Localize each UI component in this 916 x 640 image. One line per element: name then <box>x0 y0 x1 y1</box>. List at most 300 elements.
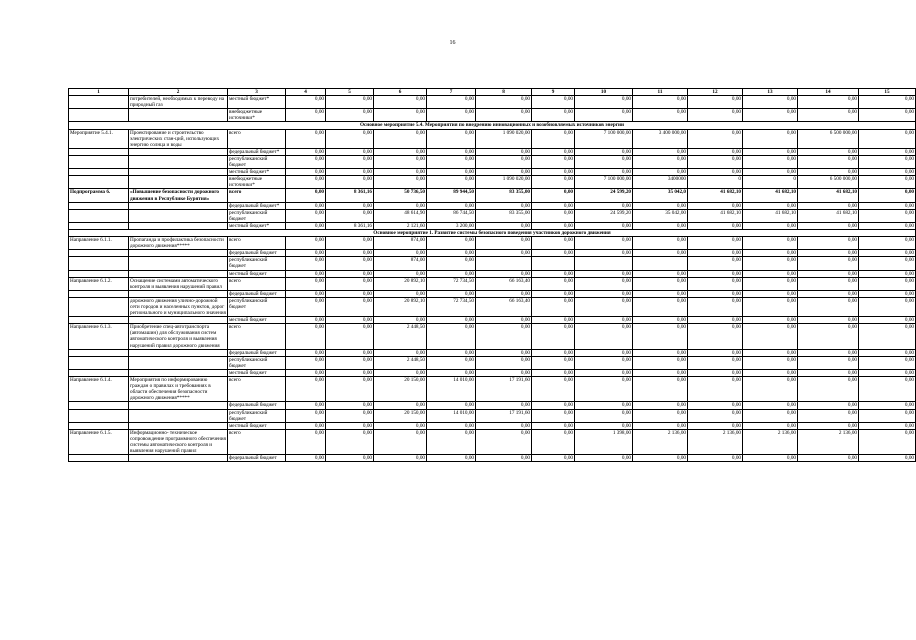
amount-cell: 41 682,10 <box>743 209 798 222</box>
item-description <box>129 109 228 122</box>
amount-cell: 0,00 <box>575 250 633 257</box>
amount-cell: 14 010,00 <box>427 409 476 422</box>
funding-source: местный бюджет <box>228 369 286 376</box>
amount-cell: 0,00 <box>859 250 916 257</box>
amount-cell: 86 744,50 <box>427 209 476 222</box>
amount-cell: 0,00 <box>743 109 798 122</box>
amount-cell: 72 734,50 <box>427 277 476 290</box>
item-code <box>69 422 129 429</box>
amount-cell: 0,00 <box>798 155 859 168</box>
item-description: Мероприятия по информированию граждан о правилах и требованиях в области обеспечения безопасности дорожного движения***** <box>129 377 228 402</box>
amount-cell: 0,00 <box>286 148 326 155</box>
amount-cell: 0,00 <box>326 369 374 376</box>
amount-cell: 0,00 <box>326 377 374 402</box>
amount-cell: 0,00 <box>476 237 532 250</box>
amount-cell: 0,00 <box>532 109 575 122</box>
item-description <box>129 356 228 369</box>
funding-source: внебюджетные источники* <box>228 109 286 122</box>
amount-cell: 0,00 <box>532 377 575 402</box>
header-cell: 11 <box>633 89 688 96</box>
amount-cell: 0,00 <box>743 257 798 270</box>
amount-cell: 0,00 <box>743 455 798 462</box>
amount-cell: 0,00 <box>633 377 688 402</box>
funding-source: всего <box>228 324 286 349</box>
amount-cell: 0,00 <box>532 317 575 324</box>
amount-cell: 0,00 <box>286 349 326 356</box>
amount-cell: 0,00 <box>532 409 575 422</box>
item-code: Направление 6.1.3. <box>69 324 129 349</box>
amount-cell: 0,00 <box>798 369 859 376</box>
amount-cell: 0,00 <box>532 455 575 462</box>
amount-cell: 0,00 <box>532 96 575 109</box>
amount-cell: 83 355,00 <box>476 189 532 202</box>
amount-cell: 0,00 <box>532 169 575 176</box>
amount-cell: 0,00 <box>374 402 427 409</box>
item-description <box>129 202 228 209</box>
amount-cell: 0,00 <box>326 257 374 270</box>
amount-cell: 0,00 <box>532 129 575 148</box>
table-row <box>69 290 916 297</box>
amount-cell: 0,00 <box>688 317 743 324</box>
amount-cell: 0,00 <box>859 349 916 356</box>
item-description: Приобретение спец-автотранспорта (автомашин) для обслуживания систем автоматического контроля и выявления нарушений правил дорожного движения <box>129 324 228 349</box>
amount-cell: 0,00 <box>743 297 798 316</box>
amount-cell: 0,00 <box>286 402 326 409</box>
amount-cell: 0,00 <box>575 409 633 422</box>
amount-cell: 0,00 <box>286 129 326 148</box>
funding-source: всего <box>228 189 286 202</box>
table-row <box>69 109 916 122</box>
amount-cell: 0,00 <box>326 356 374 369</box>
amount-cell <box>476 257 532 270</box>
item-code <box>69 250 129 257</box>
amount-cell: 3400000 <box>633 176 688 189</box>
amount-cell: 0 <box>688 176 743 189</box>
amount-cell: 0,00 <box>688 222 743 229</box>
amount-cell: 0,00 <box>633 169 688 176</box>
amount-cell: 0,00 <box>427 129 476 148</box>
amount-cell: 0,00 <box>859 277 916 290</box>
amount-cell: 0,00 <box>286 109 326 122</box>
amount-cell: 0,00 <box>743 409 798 422</box>
amount-cell: 0,00 <box>427 324 476 349</box>
amount-cell: 0,00 <box>286 324 326 349</box>
amount-cell: 0,00 <box>575 324 633 349</box>
table-row <box>69 129 916 148</box>
amount-cell: 0,00 <box>326 209 374 222</box>
amount-cell: 0,00 <box>688 96 743 109</box>
amount-cell: 0,00 <box>798 317 859 324</box>
amount-cell: 0,00 <box>326 237 374 250</box>
amount-cell: 0,00 <box>374 202 427 209</box>
amount-cell: 0,00 <box>798 96 859 109</box>
amount-cell: 3 200,00 <box>427 222 476 229</box>
amount-cell: 0,00 <box>326 409 374 422</box>
amount-cell: 0,00 <box>743 356 798 369</box>
amount-cell: 0,00 <box>532 369 575 376</box>
amount-cell: 41 682,10 <box>798 209 859 222</box>
amount-cell: 0,00 <box>859 148 916 155</box>
item-code <box>69 270 129 277</box>
amount-cell: 0,00 <box>633 277 688 290</box>
amount-cell: 0,00 <box>798 455 859 462</box>
amount-cell: 0,00 <box>532 290 575 297</box>
section-heading: Основное мероприятие 5.4. Мероприятия по внедрению инновационных и возобновляемых источников энергии <box>69 122 916 129</box>
amount-cell <box>575 257 633 270</box>
item-code: Мероприятие 5.4.1. <box>69 129 129 148</box>
header-cell: 5 <box>326 89 374 96</box>
amount-cell: 0,00 <box>575 356 633 369</box>
header-cell: 3 <box>228 89 286 96</box>
amount-cell: 0,00 <box>859 129 916 148</box>
funding-source: республиканский бюджет <box>228 209 286 222</box>
table-row <box>69 257 916 270</box>
budget-table <box>68 88 916 462</box>
amount-cell: 0,00 <box>575 169 633 176</box>
amount-cell: 0,00 <box>326 277 374 290</box>
item-description <box>129 176 228 189</box>
amount-cell: 0,00 <box>532 324 575 349</box>
item-description: Оснащение системами автоматического контроля и выявления нарушений правил <box>129 277 228 290</box>
amount-cell: 0,00 <box>633 290 688 297</box>
funding-source: федеральный бюджет <box>228 402 286 409</box>
amount-cell: 0,00 <box>427 349 476 356</box>
amount-cell: 0,00 <box>859 409 916 422</box>
amount-cell: 0,00 <box>427 96 476 109</box>
item-description: Информационно- техническое сопровождение программного обеспечения системы автоматического контроля и выявления нарушений правил <box>130 429 226 455</box>
amount-cell: 0,00 <box>859 422 916 429</box>
item-code <box>69 356 129 369</box>
amount-cell: 0,00 <box>427 250 476 257</box>
item-code <box>69 222 129 229</box>
amount-cell: 0,00 <box>859 369 916 376</box>
amount-cell: 0,00 <box>575 369 633 376</box>
table-row <box>69 369 916 376</box>
amount-cell: 0,00 <box>633 409 688 422</box>
amount-cell: 0,00 <box>326 297 374 316</box>
amount-cell: 0,00 <box>575 96 633 109</box>
amount-cell: 0,00 <box>326 155 374 168</box>
amount-cell: 0,00 <box>476 169 532 176</box>
amount-cell: 0,00 <box>427 148 476 155</box>
amount-cell: 0,00 <box>688 455 743 462</box>
amount-cell: 0,00 <box>633 402 688 409</box>
amount-cell: 7 100 000,00 <box>575 129 633 148</box>
amount-cell: 0,00 <box>743 169 798 176</box>
item-description <box>129 409 228 422</box>
amount-cell: 0,00 <box>798 402 859 409</box>
amount-cell: 0,00 <box>688 237 743 250</box>
item-description: «Повышение безопасности дорожного движения в Республике Бурятия» <box>129 189 228 202</box>
item-description <box>129 222 228 229</box>
amount-cell: 0,00 <box>286 455 326 462</box>
amount-cell: 0,00 <box>743 222 798 229</box>
table-row <box>69 222 916 229</box>
amount-cell: 0,00 <box>798 297 859 316</box>
item-description: потребителей, необходимых к переводу на природный газ <box>129 96 228 109</box>
table-row <box>69 349 916 356</box>
amount-cell: 35 042,00 <box>633 209 688 222</box>
section-heading-row <box>69 122 916 129</box>
amount-cell: 0,00 <box>532 297 575 316</box>
funding-source: республиканский бюджет <box>228 155 286 168</box>
item-code <box>69 297 129 316</box>
amount-cell: 0,00 <box>575 277 633 290</box>
amount-cell: 35 042,0 <box>633 189 688 202</box>
amount-cell: 0,00 <box>743 270 798 277</box>
header-cell: 4 <box>286 89 326 96</box>
amount-cell: 41 682,10 <box>743 189 798 202</box>
item-code <box>69 209 129 222</box>
table-row <box>69 189 916 202</box>
item-code <box>69 109 129 122</box>
amount-cell: 0,00 <box>743 96 798 109</box>
amount-cell: 0,00 <box>743 377 798 402</box>
header-cell: 12 <box>688 89 743 96</box>
amount-cell: 0,00 <box>476 290 532 297</box>
amount-cell: 83 355,00 <box>476 209 532 222</box>
amount-cell: 0,00 <box>688 129 743 148</box>
item-description <box>129 148 228 155</box>
amount-cell: 0,00 <box>286 277 326 290</box>
amount-cell: 0,00 <box>374 455 427 462</box>
amount-cell: 0,00 <box>633 317 688 324</box>
item-code <box>69 148 129 155</box>
amount-cell: 0,00 <box>286 189 326 202</box>
amount-cell: 0,00 <box>798 377 859 402</box>
table-row <box>69 209 916 222</box>
amount-cell: 0,00 <box>532 270 575 277</box>
funding-source: всего <box>228 277 286 290</box>
amount-cell: 41 682,10 <box>798 189 859 202</box>
amount-cell: 0,00 <box>532 250 575 257</box>
amount-cell: 0,00 <box>286 257 326 270</box>
item-code <box>69 455 129 462</box>
amount-cell <box>633 257 688 270</box>
amount-cell: 0,00 <box>286 356 326 369</box>
amount-cell: 0,00 <box>532 349 575 356</box>
table-row <box>69 356 916 369</box>
item-code: Направление 6.1.4. <box>69 377 129 402</box>
amount-cell: 20 150,00 <box>374 377 427 402</box>
item-code <box>69 169 129 176</box>
amount-cell: 2 136,00 <box>688 429 743 454</box>
amount-cell: 0,00 <box>476 270 532 277</box>
amount-cell: 0,00 <box>476 222 532 229</box>
amount-cell: 0,00 <box>859 169 916 176</box>
funding-source: федеральный бюджет <box>228 290 286 297</box>
amount-cell: 20 150,00 <box>374 409 427 422</box>
amount-cell: 0,00 <box>532 155 575 168</box>
amount-cell: 0,00 <box>326 169 374 176</box>
item-description <box>129 402 228 409</box>
amount-cell: 0,00 <box>532 429 575 454</box>
amount-cell: 0,00 <box>859 176 916 189</box>
amount-cell: 0,00 <box>374 429 427 454</box>
funding-source: внебюджетные источники* <box>228 176 286 189</box>
funding-source: местный бюджет <box>228 422 286 429</box>
amount-cell: 0,00 <box>476 324 532 349</box>
table-row <box>69 429 916 454</box>
amount-cell: 0,00 <box>798 409 859 422</box>
amount-cell: 0,00 <box>427 237 476 250</box>
item-description <box>129 317 228 324</box>
amount-cell: 0,00 <box>326 290 374 297</box>
amount-cell: 0,00 <box>688 377 743 402</box>
amount-cell: 0,00 <box>427 176 476 189</box>
amount-cell: 0,00 <box>688 109 743 122</box>
funding-source: республиканский бюджет <box>228 409 286 422</box>
funding-source: местный бюджет* <box>228 222 286 229</box>
amount-cell: 0,00 <box>743 349 798 356</box>
amount-cell: 0,00 <box>688 155 743 168</box>
amount-cell: 0,00 <box>286 297 326 316</box>
amount-cell: 0,00 <box>859 189 916 202</box>
funding-source: федеральный бюджет <box>228 455 286 462</box>
table-row <box>69 409 916 422</box>
amount-cell: 50 736,50 <box>374 189 427 202</box>
amount-cell: 0,00 <box>374 250 427 257</box>
funding-source: федеральный бюджет* <box>228 202 286 209</box>
section-heading: Основное мероприятие 1. Развитие системы безопасного поведения участников дорожного движения <box>69 229 916 236</box>
amount-cell: 0,00 <box>633 455 688 462</box>
amount-cell: 0,00 <box>374 290 427 297</box>
amount-cell: 0,00 <box>427 356 476 369</box>
amount-cell: 0,00 <box>743 277 798 290</box>
item-code <box>69 155 129 168</box>
amount-cell: 0,00 <box>476 148 532 155</box>
item-code: Направление 6.1.1. <box>69 237 129 250</box>
amount-cell: 0,00 <box>798 202 859 209</box>
item-code: Подпрограмма 6. <box>69 189 129 202</box>
amount-cell: 17 191,60 <box>476 409 532 422</box>
amount-cell: 0,00 <box>798 109 859 122</box>
amount-cell: 2 448,50 <box>374 324 427 349</box>
amount-cell: 0,00 <box>476 429 532 454</box>
amount-cell: 8 361,16 <box>326 189 374 202</box>
table-row <box>69 148 916 155</box>
amount-cell: 0,00 <box>476 369 532 376</box>
item-code <box>69 176 129 189</box>
amount-cell: 0,00 <box>633 356 688 369</box>
amount-cell: 0 <box>743 176 798 189</box>
amount-cell: 0,00 <box>286 155 326 168</box>
amount-cell: 1 090 020,00 <box>476 129 532 148</box>
amount-cell: 0,00 <box>859 455 916 462</box>
amount-cell: 0,00 <box>286 237 326 250</box>
amount-cell: 0,00 <box>532 277 575 290</box>
table-row <box>69 402 916 409</box>
amount-cell: 20 892,10 <box>374 277 427 290</box>
item-description <box>129 290 228 297</box>
amount-cell: 0,00 <box>286 317 326 324</box>
item-description <box>129 169 228 176</box>
table-row <box>69 96 916 109</box>
amount-cell: 0,00 <box>374 109 427 122</box>
amount-cell: 0,00 <box>326 176 374 189</box>
amount-cell: 1 398,00 <box>575 429 633 454</box>
item-description: Проектирование и строительство электрических стан-ций, использующих энергию солнца и воды <box>129 129 228 148</box>
amount-cell: 0,00 <box>688 409 743 422</box>
amount-cell: 0,00 <box>688 402 743 409</box>
amount-cell: 0,00 <box>532 422 575 429</box>
amount-cell: 24 599,20 <box>575 189 633 202</box>
header-cell: 8 <box>476 89 532 96</box>
amount-cell: 0,00 <box>688 202 743 209</box>
amount-cell: 0,00 <box>326 202 374 209</box>
amount-cell: 0,00 <box>743 317 798 324</box>
amount-cell: 0,00 <box>326 148 374 155</box>
amount-cell: 72 734,50 <box>427 297 476 316</box>
header-cell: 13 <box>743 89 798 96</box>
amount-cell: 0,00 <box>798 349 859 356</box>
amount-cell: 0,00 <box>798 356 859 369</box>
amount-cell: 0,00 <box>798 270 859 277</box>
amount-cell: 0,00 <box>688 250 743 257</box>
amount-cell: 2 136,00 <box>743 429 798 454</box>
amount-cell: 0,00 <box>575 222 633 229</box>
amount-cell: 0,00 <box>859 429 916 454</box>
amount-cell: 0,00 <box>427 257 476 270</box>
amount-cell: 0,00 <box>633 422 688 429</box>
amount-cell: 0,00 <box>575 155 633 168</box>
amount-cell: 0,00 <box>427 455 476 462</box>
amount-cell: 0,00 <box>798 250 859 257</box>
item-code <box>69 402 129 409</box>
amount-cell: 89 944,50 <box>427 189 476 202</box>
amount-cell: 0,00 <box>476 349 532 356</box>
table-row <box>69 169 916 176</box>
funding-source: республиканский бюджет <box>228 257 286 270</box>
amount-cell: 0,00 <box>326 422 374 429</box>
amount-cell: 0,00 <box>859 377 916 402</box>
item-description <box>129 349 228 356</box>
amount-cell: 20 892,10 <box>374 297 427 316</box>
amount-cell: 0,00 <box>633 324 688 349</box>
amount-cell: 0,00 <box>374 270 427 277</box>
funding-source: всего <box>228 377 286 402</box>
amount-cell: 0,00 <box>688 270 743 277</box>
funding-source: всего <box>228 129 286 148</box>
amount-cell: 1 090 020,00 <box>476 176 532 189</box>
amount-cell: 0,00 <box>798 222 859 229</box>
amount-cell: 0,00 <box>286 290 326 297</box>
amount-cell: 0,00 <box>476 202 532 209</box>
amount-cell: 0,00 <box>476 96 532 109</box>
amount-cell: 0,00 <box>798 148 859 155</box>
amount-cell: 0,00 <box>532 189 575 202</box>
amount-cell: 0,00 <box>286 222 326 229</box>
amount-cell: 0,00 <box>374 155 427 168</box>
funding-source: местный бюджет <box>228 317 286 324</box>
amount-cell: 0,00 <box>743 369 798 376</box>
amount-cell: 0,00 <box>326 402 374 409</box>
amount-cell <box>532 257 575 270</box>
amount-cell: 0,00 <box>688 356 743 369</box>
amount-cell: 0,00 <box>859 222 916 229</box>
amount-cell: 0,00 <box>326 317 374 324</box>
amount-cell: 0,00 <box>743 202 798 209</box>
funding-source: федеральный бюджет <box>228 250 286 257</box>
amount-cell: 0,00 <box>427 402 476 409</box>
table-row <box>69 377 916 402</box>
amount-cell: 0,00 <box>743 402 798 409</box>
amount-cell: 66 163,40 <box>476 277 532 290</box>
amount-cell: 2 448,50 <box>374 356 427 369</box>
funding-source: всего <box>228 429 286 454</box>
amount-cell: 0,00 <box>798 169 859 176</box>
amount-cell: 0,00 <box>575 349 633 356</box>
